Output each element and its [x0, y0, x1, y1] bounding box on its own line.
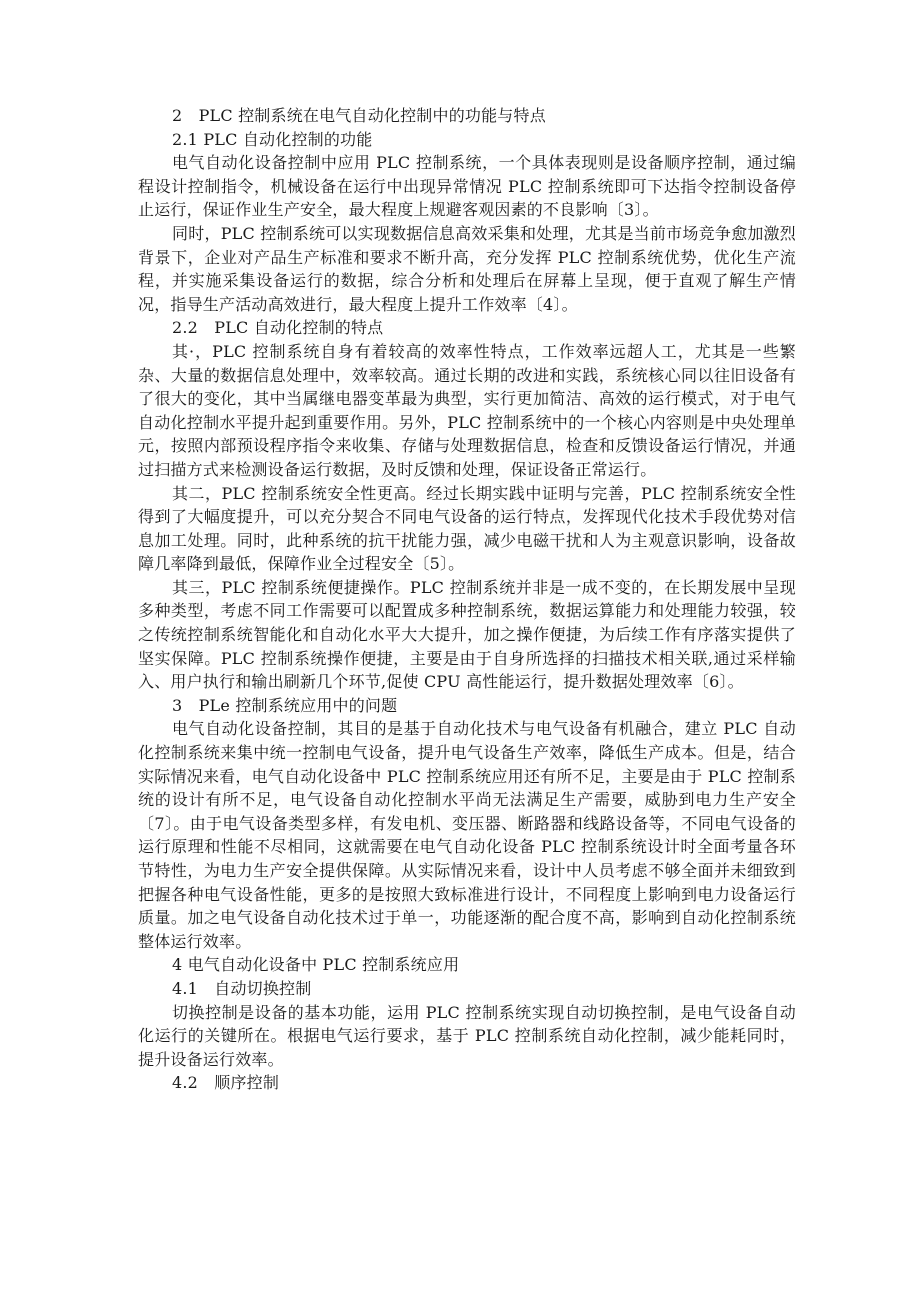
paragraph-function-2: 同时，PLC 控制系统可以实现数据信息高效采集和处理，尤其是当前市场竞争愈加激烈背景下，企业对产品生产标准和要求不断升高，充分发挥 PLC 控制系统优势，优化生产流程，并实施采集设备运行的数据，综合分析和处理后在屏幕上呈现，便于直观了解生产情况，指导生产活动高效进行，最大程度上提升工作效率〔4〕。 — [138, 223, 796, 314]
paragraph-feature-3: 其三，PLC 控制系统便捷操作。PLC 控制系统并非是一成不变的，在长期发展中呈现多种类型，考虑不同工作需要可以配置成多种控制系统，数据运算能力和处理能力较强，较之传统控制系统智能化和自动化水平大大提升，加之操作便捷，为后续工作有序落实提供了坚实保障。PLC 控制系统操作便捷，主要是由于自身所选择的扫描技术相关联,通过采样输入、用户执行和输出刷新几个环节,促使 CPU 高性能运行，提升数据处理效率〔6〕。 — [138, 577, 796, 692]
section-heading-4: 4 电气自动化设备中 PLC 控制系统应用 — [172, 955, 460, 975]
paragraph-feature-1: 其·，PLC 控制系统自身有着较高的效率性特点，工作效率远超人工，尤其是一些繁杂、大量的数据信息处理中，效率较高。通过长期的改进和实践，系统核心同以往旧设备有了很大的变化，其中当属继电器变革最为典型，实行更加简洁、高效的运行模式，对于电气自动化控制水平提升起到重要作用。另外，PLC 控制系统中的一个核心内容则是中央处理单元，按照内部预设程序指令来收集、存储与处理数据信息，检查和反馈设备运行情况，并通过扫描方式来检测设备运行数据，及时反馈和处理，保证设备正常运行。 — [138, 341, 796, 479]
document-page — [138, 104, 796, 1095]
section-heading-4-1: 4.1 自动切换控制 — [172, 978, 312, 998]
section-heading-2: 2 PLC 控制系统在电气自动化控制中的功能与特点 — [172, 106, 546, 125]
paragraph-feature-2: 其二，PLC 控制系统安全性更高。经过长期实践中证明与完善，PLC 控制系统安全性得到了大幅度提升，可以充分契合不同电气设备的运行特点，发挥现代化技术手段优势对信息加工处理。同时，此种系统的抗干扰能力强，减少电磁干扰和人为主观意识影响，设备故障几率降到最低，保障作业全过程安全〔5〕。 — [138, 483, 796, 574]
section-heading-3: 3 PLe 控制系统应用中的问题 — [172, 695, 398, 715]
section-heading-2-1: 2.1 PLC 自动化控制的功能 — [172, 129, 373, 149]
section-heading-2-2: 2.2 PLC 自动化控制的特点 — [172, 318, 384, 338]
section-heading-4-2: 4.2 顺序控制 — [172, 1073, 280, 1093]
paragraph-auto-switch: 切换控制是设备的基本功能，运用 PLC 控制系统实现自动切换控制，是电气设备自动化运行的关键所在。根据电气运行要求，基于 PLC 控制系统自动化控制，减少能耗同时，提升设备运行效率。 — [138, 1002, 796, 1069]
paragraph-problems: 电气自动化设备控制，其目的是基于自动化技术与电气设备有机融合，建立 PLC 自动化控制系统来集中统一控制电气设备，提升电气设备生产效率，降低生产成本。但是，结合实际情况来看，电气自动化设备中 PLC 控制系统应用还有所不足，主要是由于 PLC 控制系统的设计有所不足，电气设备自动化控制水平尚无法满足生产需要，威胁到电力生产安全〔7〕。由于电气设备类型多样，有发电机、变压器、断路器和线路设备等，不同电气设备的运行原理和性能不尽相同，这就需要在电气自动化设备 PLC 控制系统设计时全面考量各环节特性，为电力生产安全提供保障。从实际情况来看，设计中人员考虑不够全面并未细致到把握各种电气设备性能，更多的是按照大致标准进行设计，不同程度上影响到电力设备运行质量。加之电气设备自动化技术过于单一，功能逐渐的配合度不高，影响到自动化控制系统整体运行效率。 — [138, 719, 796, 951]
paragraph-function-1: 电气自动化设备控制中应用 PLC 控制系统，一个具体表现则是设备顺序控制，通过编程设计控制指令，机械设备在运行中出现异常情况 PLC 控制系统即可下达指令控制设备停止运行，保证作业生产安全，最大程度上规避客观因素的不良影响〔3〕。 — [138, 153, 796, 220]
